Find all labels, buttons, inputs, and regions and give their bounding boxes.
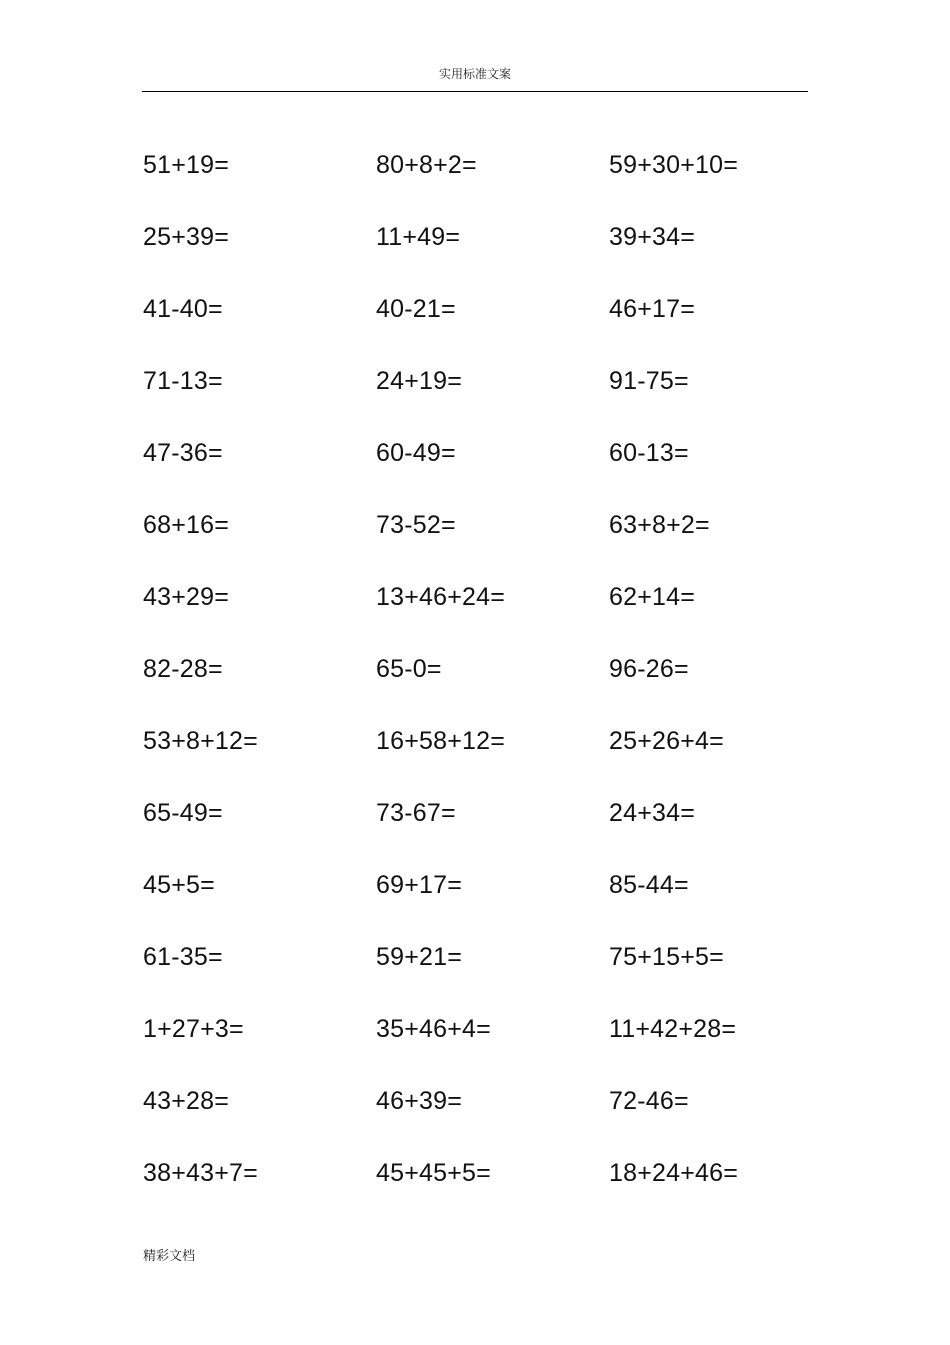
problem-r12-c3: 75+15+5= (609, 943, 724, 971)
problem-r7-c2: 13+46+24= (376, 583, 506, 611)
problem-r14-c2: 46+39= (376, 1087, 463, 1115)
problem-r4-c3: 91-75= (609, 367, 689, 395)
problem-r10-c2: 73-67= (376, 799, 456, 827)
page-footer: 精彩文档 (143, 1249, 196, 1264)
problem-r7-c1: 43+29= (143, 583, 230, 611)
problem-r4-c1: 71-13= (143, 367, 223, 395)
page-header: 实用标准文案 (438, 67, 511, 81)
problem-r9-c2: 16+58+12= (376, 727, 506, 755)
problem-r11-c1: 45+5= (143, 871, 215, 899)
problem-r6-c2: 73-52= (376, 511, 456, 539)
problem-r15-c1: 38+43+7= (143, 1159, 258, 1187)
problem-r11-c3: 85-44= (609, 871, 689, 899)
header-divider (142, 91, 808, 92)
problem-r13-c2: 35+46+4= (376, 1015, 491, 1043)
problem-r5-c1: 47-36= (143, 439, 223, 467)
problem-r8-c1: 82-28= (143, 655, 223, 683)
problem-r3-c2: 40-21= (376, 295, 456, 323)
arithmetic-problem-grid (143, 145, 823, 1225)
problem-r2-c2: 11+49= (376, 223, 461, 251)
problem-r12-c1: 61-35= (143, 943, 223, 971)
problem-r2-c1: 25+39= (143, 223, 230, 251)
problem-r14-c3: 72-46= (609, 1087, 689, 1115)
problem-r5-c2: 60-49= (376, 439, 456, 467)
problem-r5-c3: 60-13= (609, 439, 689, 467)
problem-r3-c1: 41-40= (143, 295, 223, 323)
problem-r7-c3: 62+14= (609, 583, 696, 611)
problem-r8-c3: 96-26= (609, 655, 689, 683)
problem-r1-c1: 51+19= (143, 151, 230, 179)
problem-r1-c3: 59+30+10= (609, 151, 739, 179)
problem-r15-c2: 45+45+5= (376, 1159, 491, 1187)
problem-r6-c1: 68+16= (143, 511, 230, 539)
problem-r1-c2: 80+8+2= (376, 151, 477, 179)
problem-r14-c1: 43+28= (143, 1087, 230, 1115)
problem-r9-c1: 53+8+12= (143, 727, 258, 755)
problem-r9-c3: 25+26+4= (609, 727, 724, 755)
problem-r10-c1: 65-49= (143, 799, 223, 827)
problem-r10-c3: 24+34= (609, 799, 696, 827)
problem-r3-c3: 46+17= (609, 295, 696, 323)
problem-r13-c1: 1+27+3= (143, 1015, 244, 1043)
problem-r4-c2: 24+19= (376, 367, 463, 395)
problem-r13-c3: 11+42+28= (609, 1015, 737, 1043)
problem-r15-c3: 18+24+46= (609, 1159, 739, 1187)
problem-r6-c3: 63+8+2= (609, 511, 710, 539)
problem-r2-c3: 39+34= (609, 223, 696, 251)
problem-r8-c2: 65-0= (376, 655, 442, 683)
problem-r12-c2: 59+21= (376, 943, 463, 971)
problem-r11-c2: 69+17= (376, 871, 463, 899)
